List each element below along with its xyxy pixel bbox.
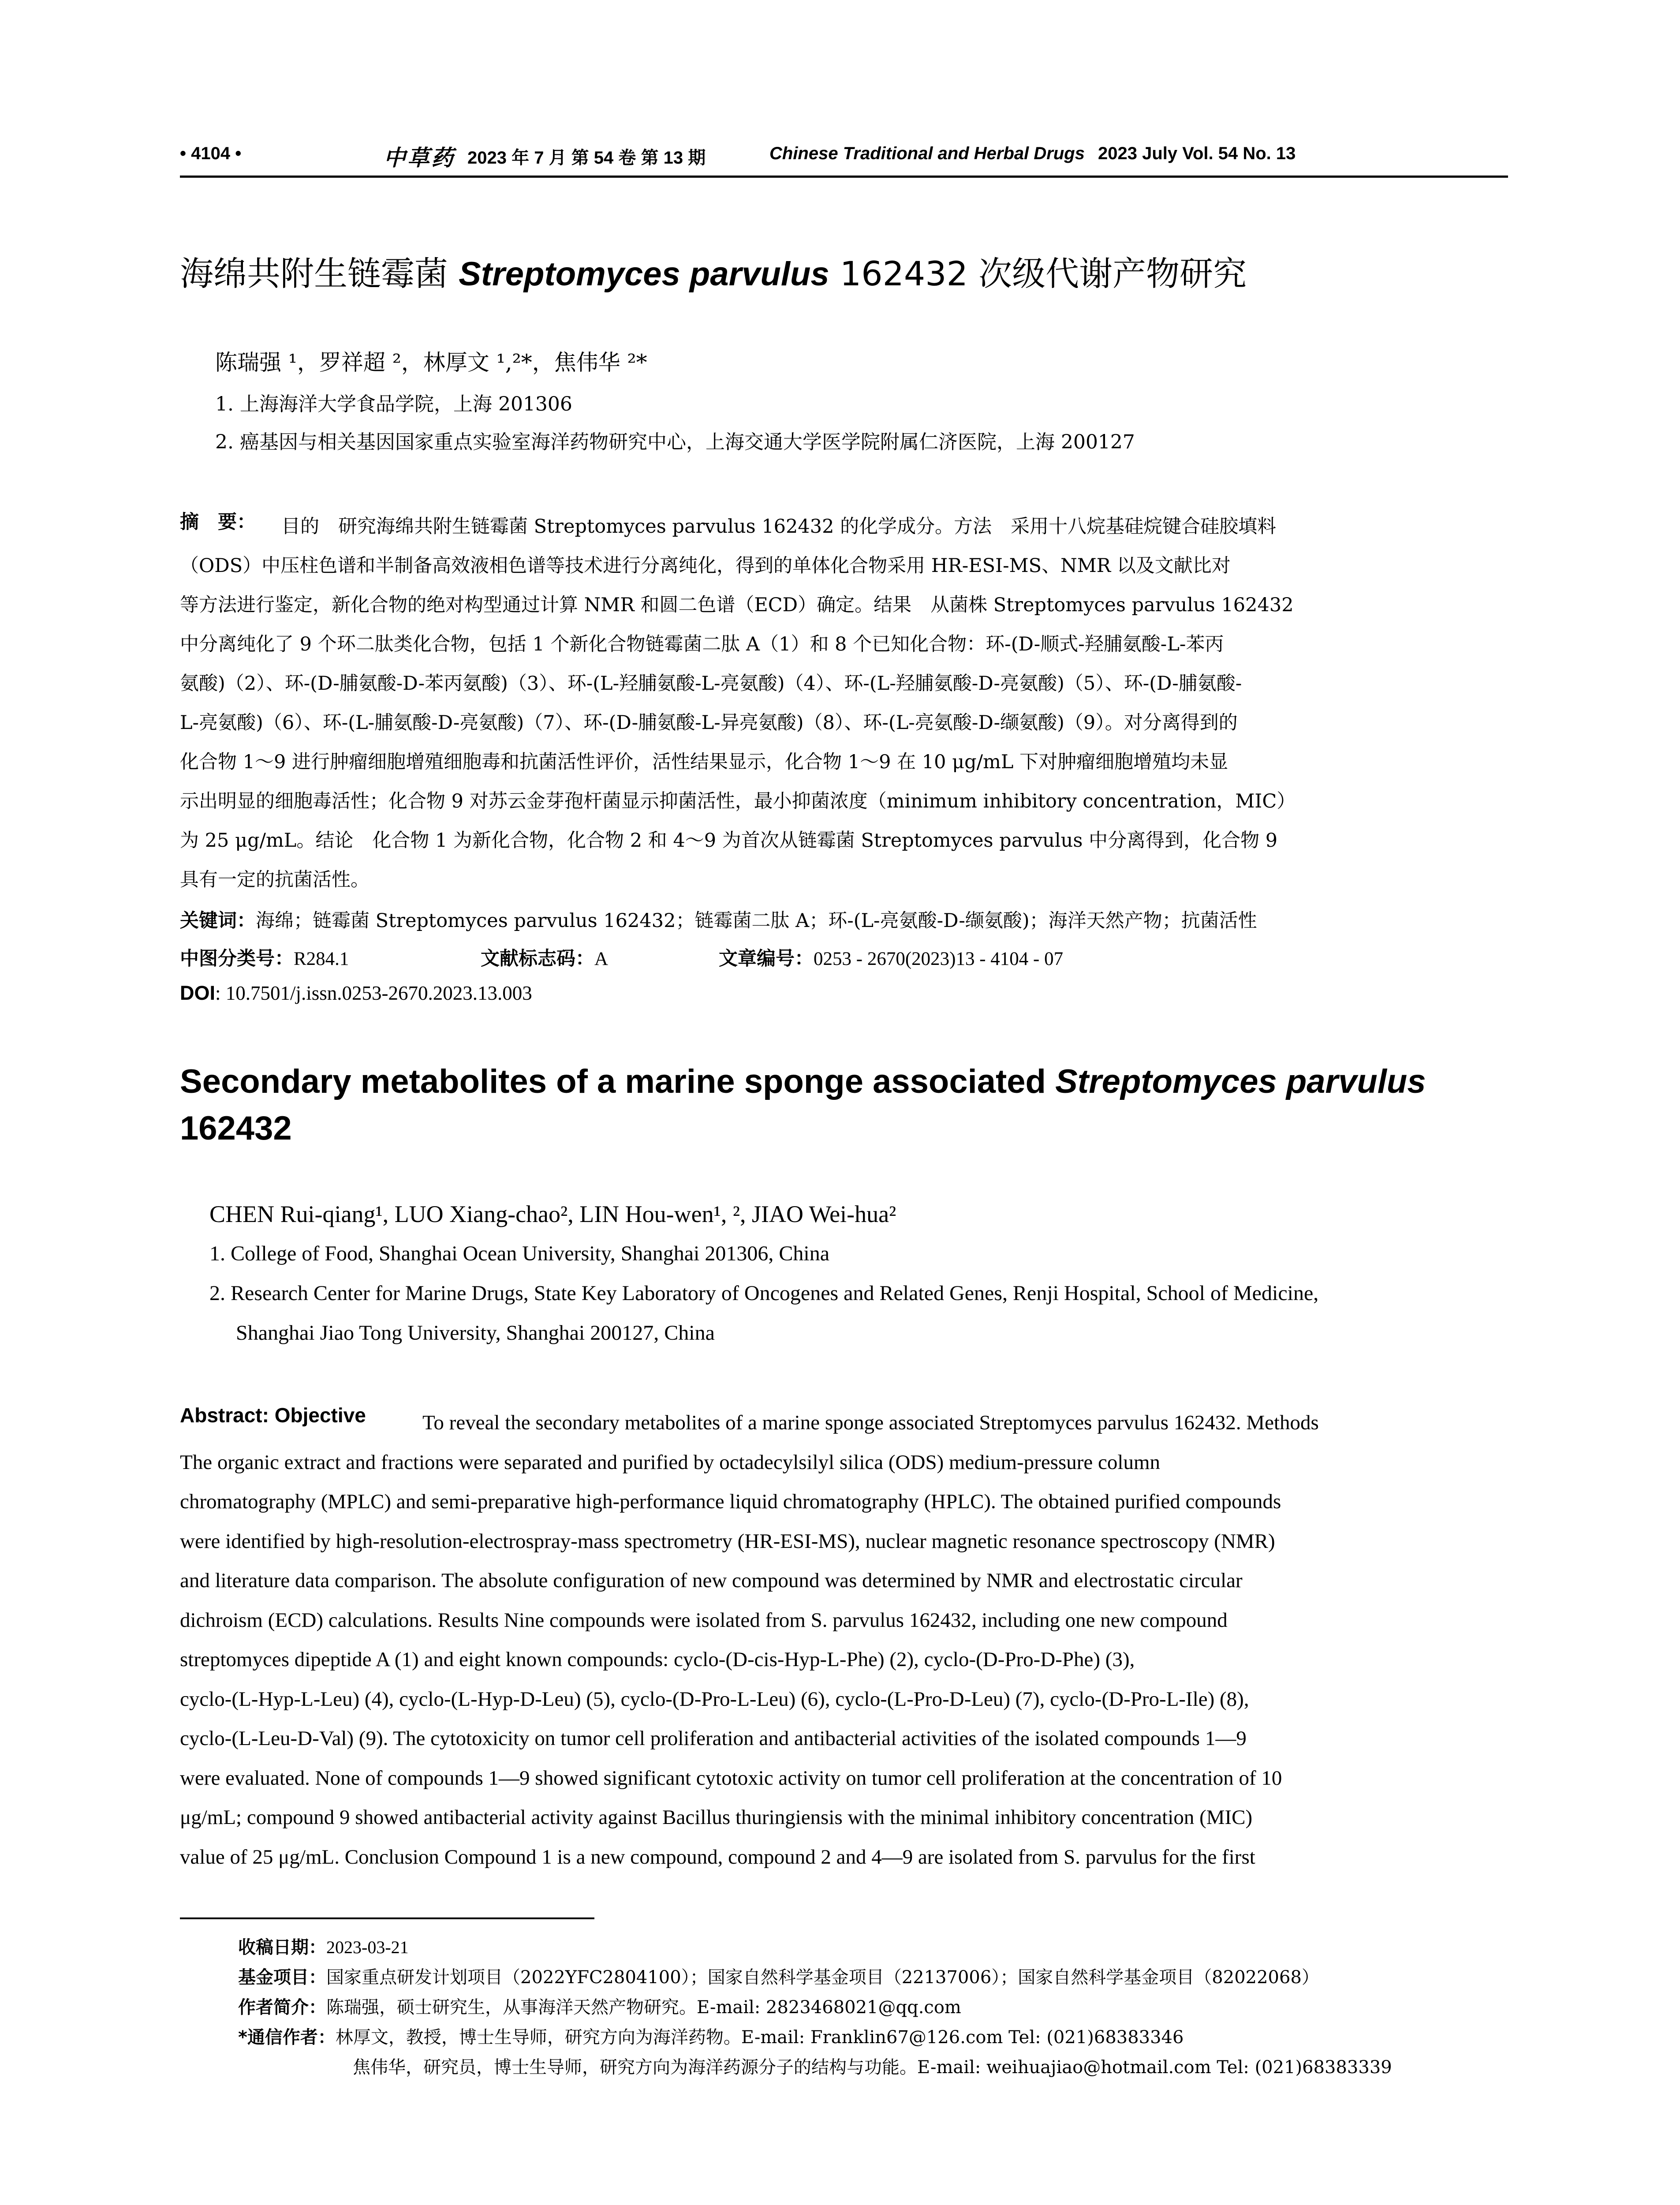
abstract-en-line: The organic extract and fractions were separated and purified by octadecylsilyl silica (ODS) medium-pressure column — [180, 1450, 1160, 1474]
abstract-en — [180, 1403, 1509, 1877]
article-number-label: 文章编号： — [719, 948, 814, 970]
clc-label: 中图分类号： — [180, 948, 294, 970]
corresponding-value-1: 林厚文，教授，博士生导师，研究方向为海洋药物。E-mail: Franklin67@126.com Tel: (021)68383346 — [335, 2027, 1184, 2048]
abstract-en-line: cyclo-(L-Leu-D-Val) (9). The cytotoxicity on tumor cell proliferation and antibacterial activities of the isolated compounds 1—9 — [180, 1727, 1247, 1750]
title-cn-suffix: 162432 次级代谢产物研究 — [829, 254, 1247, 293]
footnote-corresponding-2: 焦伟华，研究员，博士生导师，研究方向为海洋药源分子的结构与功能。E-mail: weihuajiao@hotmail.com Tel: (021)68383339 — [353, 2057, 1392, 2078]
abstract-en-line: value of 25 μg/mL. Conclusion Compound 1 is a new compound, compound 2 and 4—9 are isolated from S. parvulus for the first — [180, 1845, 1255, 1869]
classification-row — [180, 944, 349, 971]
abstract-en-line: streptomyces dipeptide A (1) and eight known compounds: cyclo-(D-cis-Hyp-L-Phe) (2), cyclo-(D-Pro-D-Phe) (3), — [180, 1648, 1135, 1671]
doi-value: : 10.7501/j.issn.0253-2670.2023.13.003 — [215, 982, 532, 1004]
corresponding-label: *通信作者： — [238, 2027, 336, 2048]
abstract-cn-line: 中分离纯化了 9 个环二肽类化合物，包括 1 个新化合物链霉菌二肽 A（1）和 8 个已知化合物：环-(D-顺式-羟脯氨酸-L-苯丙 — [180, 633, 1224, 655]
article-number-value: 0253 - 2670(2023)13 - 4104 - 07 — [814, 949, 1064, 969]
affiliation-cn-1: 1. 上海海洋大学食品学院，上海 201306 — [215, 393, 572, 415]
affiliation-cn-2: 2. 癌基因与相关基因国家重点实验室海洋药物研究中心，上海交通大学医学院附属仁济医院，上海 200127 — [215, 431, 1135, 453]
abstract-en-line: μg/mL; compound 9 showed antibacterial activity against Bacillus thuringiensis with the minimal inhibitory concentration (MIC) — [180, 1806, 1253, 1829]
doi — [180, 981, 532, 1005]
abstract-cn-line: 目的 研究海绵共附生链霉菌 Streptomyces parvulus 162432 的化学成分。方法 采用十八烷基硅烷键合硅胶填料 — [281, 516, 1277, 538]
authors-cn: 陈瑞强 ¹，罗祥超 ²，林厚文 ¹,²*，焦伟华 ²* — [215, 350, 647, 375]
doc-code-value: A — [594, 949, 609, 969]
title-cn-prefix: 海绵共附生链霉菌 — [180, 254, 459, 293]
doc-code-label: 文献标志码： — [481, 948, 594, 970]
footnote-author — [238, 1993, 961, 2018]
abstract-cn-line: 示出明显的细胞毒活性；化合物 9 对苏云金芽孢杆菌显示抑菌活性，最小抑菌浓度（minimum inhibitory concentration，MIC） — [180, 790, 1296, 812]
abstract-en-line: dichroism (ECD) calculations. Results Nine compounds were isolated from S. parvulus 162432, including one new compound — [180, 1608, 1228, 1632]
footnote-fund — [238, 1963, 1319, 1988]
fund-value: 国家重点研发计划项目（2022YFC2804100）；国家自然科学基金项目（22137006）；国家自然科学基金项目（82022068） — [326, 1967, 1319, 1988]
abstract-cn-line: L-亮氨酸)（6）、环-(L-脯氨酸-D-亮氨酸)（7）、环-(D-脯氨酸-L-异亮氨酸)（8）、环-(L-亮氨酸-D-缬氨酸)（9）。对分离得到的 — [180, 712, 1238, 734]
received-value: 2023-03-21 — [326, 1937, 409, 1957]
title-en-prefix: Secondary metabolites of a marine sponge associated — [180, 1063, 1056, 1100]
abstract-cn-line: 氨酸)（2）、环-(D-脯氨酸-D-苯丙氨酸)（3）、环-(L-羟脯氨酸-L-亮氨酸)（4）、环-(L-羟脯氨酸-D-亮氨酸)（5）、环-(D-脯氨酸- — [180, 673, 1242, 695]
keywords-cn — [180, 906, 1257, 933]
title-en-line-1 — [180, 1058, 1512, 1105]
title-cn — [180, 247, 1247, 295]
abstract-en-line: To reveal the secondary metabolites of a marine sponge associated Streptomyces parvulus 162432. Methods — [422, 1411, 1319, 1434]
abstract-cn — [180, 507, 1509, 900]
journal-name-en: Chinese Traditional and Herbal Drugs — [769, 144, 1085, 163]
affiliation-en-1: 1. College of Food, Shanghai Ocean University, Shanghai 201306, China — [209, 1242, 830, 1265]
page-number: • 4104 • — [180, 144, 242, 163]
footnote-corresponding — [238, 2023, 1183, 2048]
abstract-cn-line: 具有一定的抗菌活性。 — [180, 869, 370, 891]
doi-label: DOI — [180, 982, 216, 1004]
article-number — [719, 944, 1063, 971]
document-code — [481, 944, 608, 971]
abstract-en-line: were evaluated. None of compounds 1—9 showed significant cytotoxic activity on tumor cell proliferation at the concentration of 10 — [180, 1766, 1282, 1790]
abstract-cn-line: 化合物 1～9 进行肿瘤细胞增殖细胞毒和抗菌活性评价，活性结果显示，化合物 1～9 在 10 μg/mL 下对肿瘤细胞增殖均未显 — [180, 751, 1228, 773]
abstract-cn-line: （ODS）中压柱色谱和半制备高效液相色谱等技术进行分离纯化，得到的单体化合物采用 HR-ESI-MS、NMR 以及文献比对 — [180, 555, 1231, 577]
footnote-received — [238, 1933, 409, 1958]
affiliation-en-2: 2. Research Center for Marine Drugs, State Key Laboratory of Oncogenes and Related Genes, Renji Hospital, School of Medicine, — [209, 1282, 1319, 1305]
clc-value: R284.1 — [294, 949, 349, 969]
received-label: 收稿日期： — [238, 1937, 326, 1958]
abstract-en-line: and literature data comparison. The absolute configuration of new compound was determined by NMR and electrostatic circular — [180, 1569, 1243, 1592]
abstract-en-line: were identified by high-resolution-electrospray-mass spectrometry (HR-ESI-MS), nuclear magnetic resonance spectroscopy (NMR) — [180, 1529, 1275, 1553]
journal-logo: 中草药 — [384, 146, 455, 170]
affiliation-en-2-cont: Shanghai Jiao Tong University, Shanghai 200127, China — [236, 1321, 715, 1345]
abstract-cn-label: 摘 要： — [180, 511, 256, 533]
abstract-en-label: Abstract: Objective — [180, 1404, 366, 1427]
footnote-rule — [180, 1917, 594, 1919]
authors-en: CHEN Rui-qiang¹, LUO Xiang-chao², LIN Hou-wen¹, ², JIAO Wei-hua² — [209, 1201, 896, 1227]
keywords-text: 海绵；链霉菌 Streptomyces parvulus 162432；链霉菌二肽 A；环-(L-亮氨酸-D-缬氨酸)；海洋天然产物；抗菌活性 — [256, 910, 1257, 932]
fund-label: 基金项目： — [238, 1967, 326, 1988]
issue-cn: 2023 年 7 月 第 54 卷 第 13 期 — [467, 148, 706, 168]
abstract-cn-line: 为 25 μg/mL。结论 化合物 1 为新化合物，化合物 2 和 4～9 为首次从链霉菌 Streptomyces parvulus 中分离得到，化合物 9 — [180, 830, 1278, 852]
author-bio-value: 陈瑞强，硕士研究生，从事海洋天然产物研究。E-mail: 2823468021@qq.com — [326, 1997, 961, 2018]
abstract-en-line: chromatography (MPLC) and semi-preparative high-performance liquid chromatography (HPLC). The obtained purified compounds — [180, 1490, 1281, 1513]
author-bio-label: 作者简介： — [238, 1997, 326, 2018]
title-cn-species: Streptomyces parvulus — [459, 255, 829, 293]
abstract-cn-line: 等方法进行鉴定，新化合物的绝对构型通过计算 NMR 和圆二色谱（ECD）确定。结果 从菌株 Streptomyces parvulus 162432 — [180, 594, 1294, 616]
header-rule — [180, 176, 1508, 178]
title-en-species: Streptomyces parvulus — [1055, 1063, 1426, 1100]
keywords-label: 关键词： — [180, 910, 256, 932]
abstract-en-line: cyclo-(L-Hyp-L-Leu) (4), cyclo-(L-Hyp-D-Leu) (5), cyclo-(D-Pro-L-Leu) (6), cyclo-(L-Pro-D-Leu) (7), cyclo-(D-Pro-L-Ile) (8), — [180, 1687, 1249, 1711]
title-en — [180, 1058, 1512, 1152]
issue-en: 2023 July Vol. 54 No. 13 — [1098, 144, 1296, 163]
title-en-line-2: 162432 — [180, 1110, 292, 1147]
